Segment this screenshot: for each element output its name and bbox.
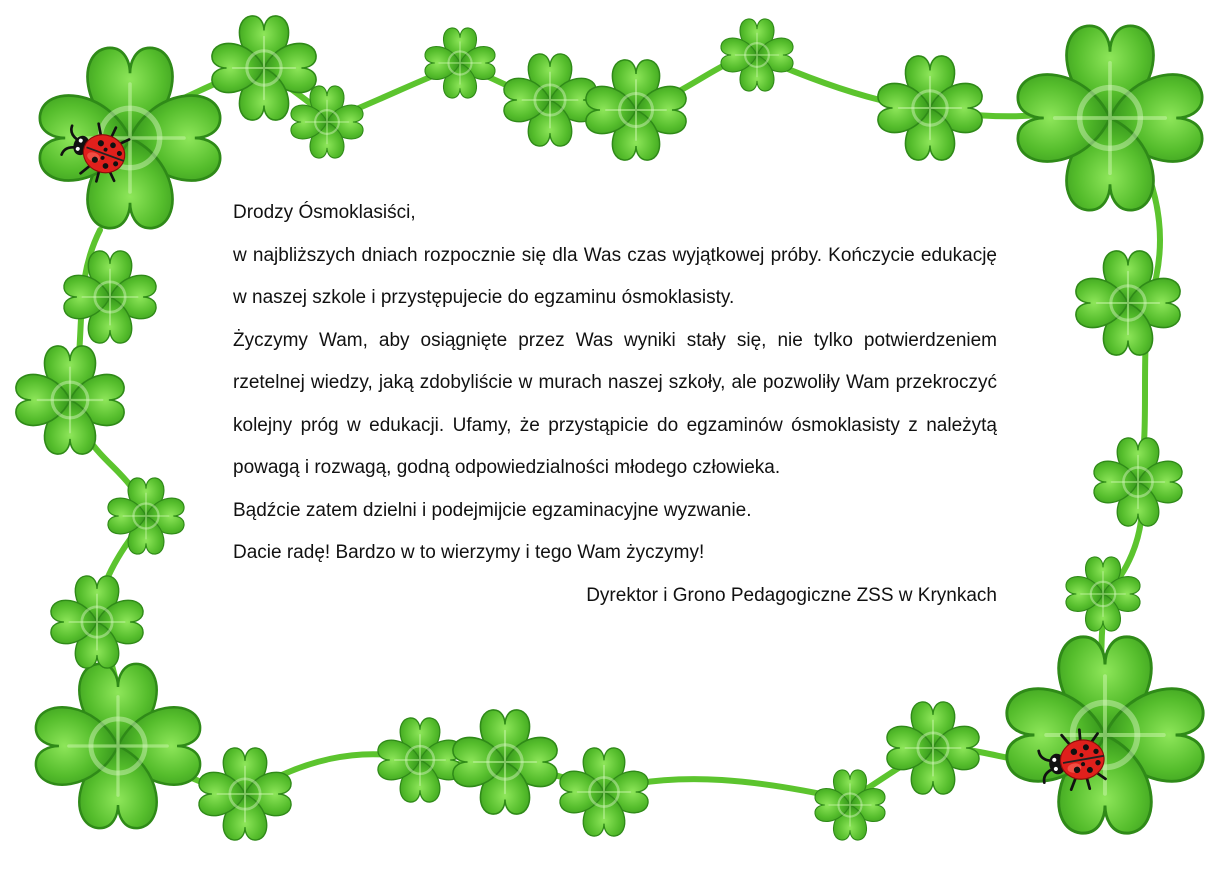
letter-paragraph: w najbliższych dniach rozpocznie się dla Was czas wyjątkowej próby. Kończycie edukację w naszej szkole i przystępujecie do egzaminu ósmoklasisty.: [233, 244, 997, 308]
letter-signature: Dyrektor i Grono Pedagogiczne ZSS w Krynkach: [586, 584, 997, 606]
letter-paragraph: Bądźcie zatem dzielni i podejmijcie egzaminacyjne wyzwanie.: [233, 499, 752, 521]
letter-text: [233, 192, 997, 617]
letter-paragraph: Dacie radę! Bardzo w to wierzymy i tego Wam życzymy!: [233, 542, 705, 563]
letter-paragraph: Życzymy Wam, aby osiągnięte przez Was wyniki stały się, nie tylko potwierdzeniem rzetelnej wiedzy, jaką zdobyliście w murach naszej szkoły, ale pozwoliły Wam przekroczyć kolejny próg w edukacji. Ufamy, że przystąpicie do egzaminów ósmoklasisty z należytą powagą i rozwagą, godną odpowiedzialności młodego człowieka.: [233, 329, 997, 478]
letter-greeting: Drodzy Ósmoklasiści,: [233, 202, 416, 223]
